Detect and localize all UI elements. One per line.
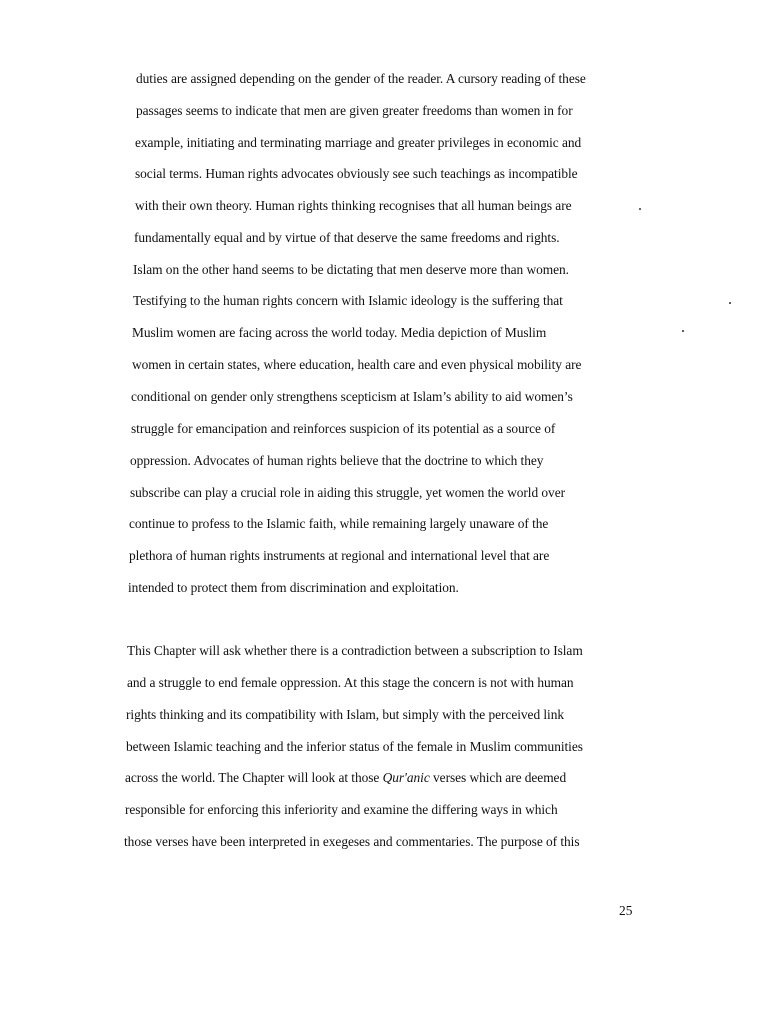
text-line: between Islamic teaching and the inferior status of the female in Muslim communities	[126, 739, 583, 754]
text-line	[125, 768, 566, 788]
text-line: Muslim women are facing across the world today. Media depiction of Muslim	[132, 325, 547, 340]
page-number: 25	[619, 903, 633, 918]
text-line: social terms. Human rights advocates obviously see such teachings as incompatible	[135, 166, 578, 181]
text-line: Testifying to the human rights concern with Islamic ideology is the suffering that	[133, 293, 563, 308]
text-line: intended to protect them from discrimination and exploitation.	[128, 580, 459, 595]
scan-speck	[639, 208, 641, 210]
text-line: continue to profess to the Islamic faith, while remaining largely unaware of the	[129, 516, 549, 531]
text-line: and a struggle to end female oppression. At this stage the concern is not with human	[127, 675, 574, 690]
text-line: example, initiating and terminating marriage and greater privileges in economic and	[135, 135, 582, 150]
text-segment: across the world. The Chapter will look at those	[125, 770, 383, 785]
text-line: those verses have been interpreted in exegeses and commentaries. The purpose of this	[124, 834, 580, 849]
text-segment: verses which are deemed	[429, 770, 567, 785]
text-line: conditional on gender only strengthens scepticism at Islam’s ability to aid women’s	[131, 389, 573, 404]
text-line: struggle for emancipation and reinforces suspicion of its potential as a source of	[131, 421, 556, 436]
text-line: women in certain states, where education, health care and even physical mobility are	[132, 357, 582, 372]
quranic-italic-term: Qur'anic	[382, 770, 430, 785]
text-line: passages seems to indicate that men are given greater freedoms than women in for	[136, 103, 573, 118]
text-line: This Chapter will ask whether there is a contradiction between a subscription to Islam	[127, 643, 583, 658]
text-line: Islam on the other hand seems to be dictating that men deserve more than women.	[133, 262, 569, 277]
text-line: with their own theory. Human rights thinking recognises that all human beings are	[135, 198, 572, 213]
scan-speck	[682, 330, 684, 332]
text-line: responsible for enforcing this inferiority and examine the differing ways in which	[125, 802, 558, 817]
text-line: subscribe can play a crucial role in aiding this struggle, yet women the world over	[130, 485, 566, 500]
text-line: oppression. Advocates of human rights believe that the doctrine to which they	[130, 453, 544, 468]
text-line: duties are assigned depending on the gender of the reader. A cursory reading of these	[136, 71, 586, 86]
text-line: rights thinking and its compatibility with Islam, but simply with the perceived link	[126, 707, 565, 722]
text-line: fundamentally equal and by virtue of that deserve the same freedoms and rights.	[134, 230, 560, 245]
scan-speck	[729, 302, 731, 304]
text-line: plethora of human rights instruments at regional and international level that are	[129, 548, 550, 563]
